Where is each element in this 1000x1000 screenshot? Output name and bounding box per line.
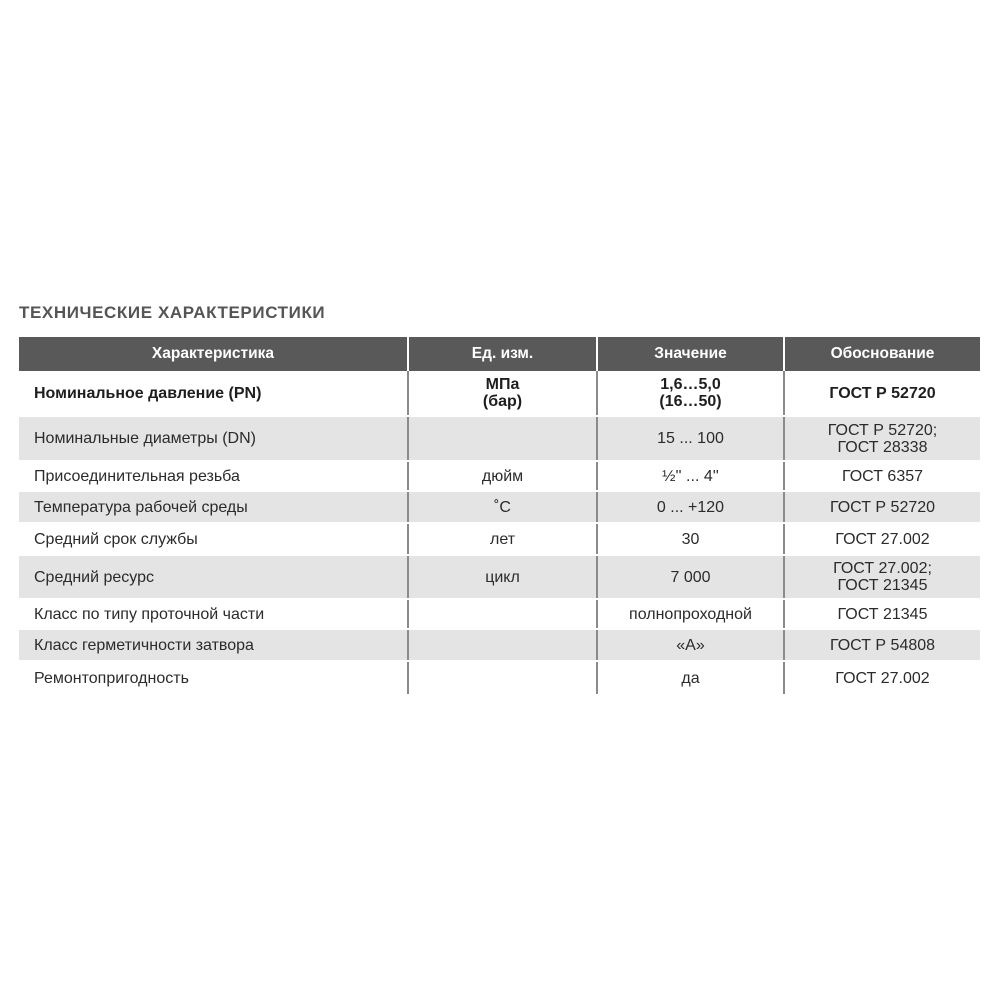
table-row	[19, 416, 980, 461]
cell-basis: ГОСТ Р 52720; ГОСТ 28338	[784, 416, 980, 461]
cell-basis: ГОСТ 27.002; ГОСТ 21345	[784, 555, 980, 599]
column-header-basis: Обоснование	[784, 337, 980, 371]
cell-basis: ГОСТ 6357	[784, 461, 980, 491]
cell-basis: ГОСТ 21345	[784, 599, 980, 629]
cell-unit	[408, 416, 597, 461]
cell-characteristic: Класс по типу проточной части	[19, 599, 408, 629]
table-row	[19, 523, 980, 555]
cell-characteristic: Средний ресурс	[19, 555, 408, 599]
cell-characteristic: Номинальные диаметры (DN)	[19, 416, 408, 461]
table-row	[19, 661, 980, 695]
cell-value: полнопроходной	[597, 599, 784, 629]
cell-basis: ГОСТ Р 54808	[784, 629, 980, 661]
cell-unit: лет	[408, 523, 597, 555]
cell-unit	[408, 599, 597, 629]
cell-characteristic: Присоединительная резьба	[19, 461, 408, 491]
cell-unit: цикл	[408, 555, 597, 599]
cell-unit	[408, 629, 597, 661]
cell-value: 15 ... 100	[597, 416, 784, 461]
cell-value: 7 000	[597, 555, 784, 599]
cell-value: 0 ... +120	[597, 491, 784, 523]
table-row	[19, 629, 980, 661]
cell-value: да	[597, 661, 784, 695]
cell-characteristic: Номинальное давление (PN)	[19, 371, 408, 416]
table-row	[19, 555, 980, 599]
cell-basis: ГОСТ 27.002	[784, 661, 980, 695]
column-header-characteristic: Характеристика	[19, 337, 408, 371]
spec-table	[19, 337, 980, 696]
cell-characteristic: Класс герметичности затвора	[19, 629, 408, 661]
cell-value: 1,6…5,0 (16…50)	[597, 371, 784, 416]
cell-basis: ГОСТ Р 52720	[784, 371, 980, 416]
cell-unit	[408, 661, 597, 695]
table-row	[19, 371, 980, 416]
cell-unit: дюйм	[408, 461, 597, 491]
table-row	[19, 461, 980, 491]
cell-characteristic: Средний срок службы	[19, 523, 408, 555]
column-header-unit: Ед. изм.	[408, 337, 597, 371]
cell-basis: ГОСТ 27.002	[784, 523, 980, 555]
cell-characteristic: Ремонтопригодность	[19, 661, 408, 695]
cell-value: 30	[597, 523, 784, 555]
cell-unit: МПа (бар)	[408, 371, 597, 416]
column-header-value: Значение	[597, 337, 784, 371]
table-row	[19, 599, 980, 629]
section-title: ТЕХНИЧЕСКИЕ ХАРАКТЕРИСТИКИ	[19, 303, 326, 322]
cell-basis: ГОСТ Р 52720	[784, 491, 980, 523]
cell-unit: ˚С	[408, 491, 597, 523]
cell-value: «А»	[597, 629, 784, 661]
table-row	[19, 491, 980, 523]
cell-value: ½'' ... 4''	[597, 461, 784, 491]
table-header-row	[19, 337, 980, 371]
cell-characteristic: Температура рабочей среды	[19, 491, 408, 523]
